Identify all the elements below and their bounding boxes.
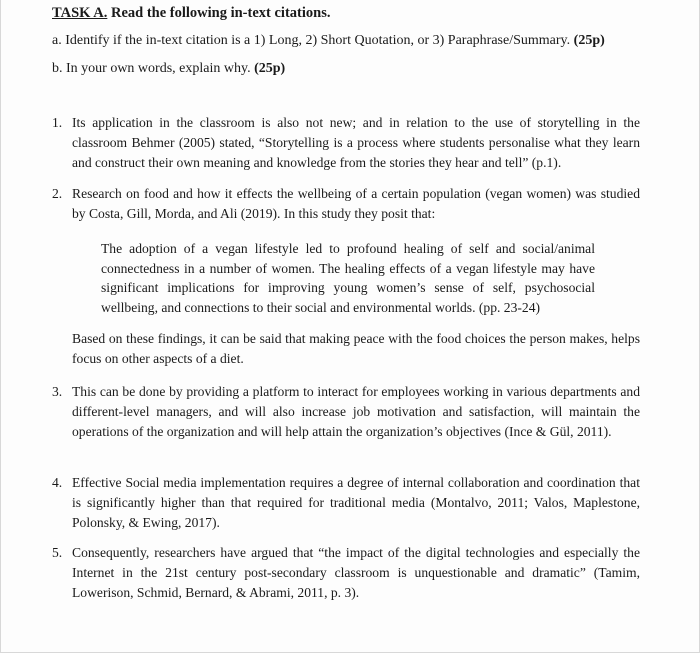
instruction-b [52,61,285,77]
item-text: Effective Social media implementation requires a degree of internal collaboration and coordination that is significantly higher than that required for traditional media (Montalvo, 2011; Valos, Maplestone, Polonsky, & Ewing, 2017). [72,475,640,530]
item-text: Consequently, researchers have argued that “the impact of the digital technologies and especially the Internet in the 21st century post-secondary classroom is unquestionable and dramatic” (Tamim, Lowerison, Schmid, Bernard, & Abrami, 2011, p. 3). [72,545,640,600]
item-number: 5. [52,545,63,560]
citation-item-4 [52,473,640,533]
citation-item-3 [52,382,640,442]
block-quote: The adoption of a vegan lifestyle led to profound healing of self and social/animal connectedness in a number of women. The healing effects of a vegan lifestyle may have significant implications for improving young women’s sense of self, psychosocial wellbeing, and connections to their social and environmental worlds. (pp. 23-24) [101,241,595,315]
item-follow-up: Based on these findings, it can be said that making peace with the food choices the person makes, helps focus on other aspects of a diet. [72,331,640,366]
citation-item-5 [52,543,640,603]
citation-item-1 [52,113,640,173]
instruction-label: a. [52,33,62,48]
task-label: TASK A. [52,5,108,21]
instruction-text: In your own words, explain why. [66,61,251,76]
item-text: This can be done by providing a platform to interact for employees working in various departments and different-level managers, and will also increase job motivation and satisfaction, will maintain the operations of the organization and will help attain the organization’s objectives (Ince & Gül, 2011). [72,384,640,439]
task-title: Read the following in-text citations. [110,5,331,21]
item-number: 4. [52,475,63,490]
instruction-points: (25p) [573,33,605,48]
instruction-a [52,33,605,49]
instruction-points: (25p) [254,61,286,76]
instruction-label: b. [52,61,63,76]
item-text: Research on food and how it effects the wellbeing of a certain population (vegan women) was studied by Costa, Gill, Morda, and Ali (2019). In this study they posit that: [72,186,640,221]
item-number: 1. [52,115,63,130]
item-text: Its application in the classroom is also not new; and in relation to the use of storytelling in the classroom Behmer (2005) stated, “Storytelling is a process where students personalise what they learn and construct their own meaning and knowledge from the stories they hear and tell” (p.1). [72,115,640,170]
item-number: 3. [52,384,63,399]
item-number: 2. [52,186,63,201]
instruction-text: Identify if the in-text citation is a 1) Long, 2) Short Quotation, or 3) Paraphrase/Summary. [65,33,571,48]
task-heading [52,5,330,22]
citation-item-2 [52,184,640,224]
